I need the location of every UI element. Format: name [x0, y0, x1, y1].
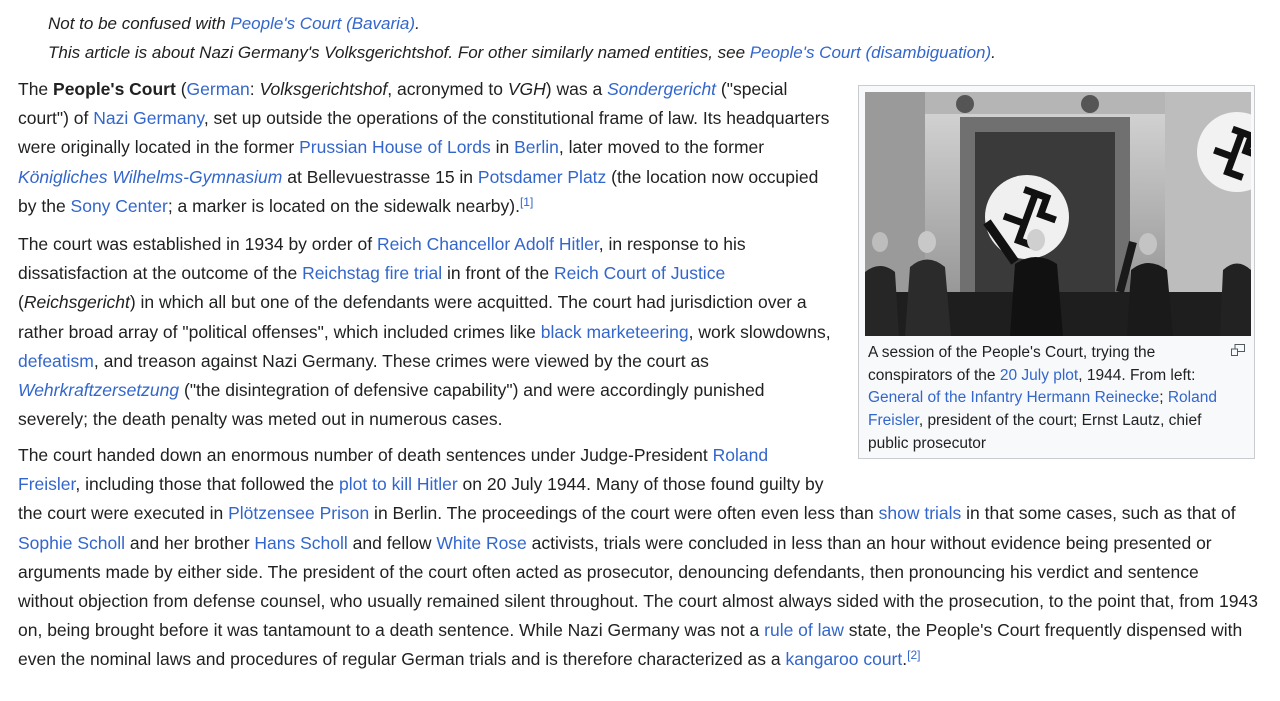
- link-20-july-plot[interactable]: 20 July plot: [999, 366, 1079, 384]
- hatnote-text: Not to be confused with: [48, 14, 231, 33]
- hatnote-text: .: [415, 14, 420, 33]
- figure-caption: A session of the People's Court, trying the conspirators of the 20 July plot, 1944. From left: General of the Infantry Hermann Reinecke; Roland Freisler, president of the court; Ernst Lautz, chief public prosecutor: [868, 344, 1217, 452]
- article-subject: People's Court: [53, 79, 176, 99]
- link-reichstag-fire-trial[interactable]: Reichstag fire trial: [302, 263, 443, 284]
- link-wilhelms-gymnasium[interactable]: Königliches Wilhelms-Gymnasium: [18, 166, 283, 187]
- link-adolf-hitler[interactable]: Adolf Hitler: [514, 234, 599, 254]
- link-wehrkraftzersetzung[interactable]: Wehrkraftzersetzung: [18, 380, 180, 401]
- link-hans-scholl[interactable]: Hans Scholl: [254, 532, 348, 553]
- court-session-photo[interactable]: [865, 92, 1251, 336]
- hatnote-disambiguation: [48, 43, 996, 63]
- citation-1[interactable]: [1]: [519, 194, 534, 209]
- link-show-trials[interactable]: show trials: [878, 503, 962, 524]
- link-white-rose[interactable]: White Rose: [436, 532, 527, 553]
- paragraph-intro: The People's Court (German: Volksgerichtshof, acronymed to VGH) was a Sondergericht ("special court") of Nazi Germany, set up outside the operations of the constitutional frame of law. Its headquarters were originally located in the former Prussian House of Lords in Berlin, later moved to the former Königliches Wilhelms-Gymnasium at Bellevuestrasse 15 in Potsdamer Platz (the location now occupied by the Sony Center; a marker is located on the sidewalk nearby).[1]: [18, 79, 830, 216]
- paragraph-establishment: The court was established in 1934 by order of Reich Chancellor Adolf Hitler, in response to his dissatisfaction at the outcome of the Reichstag fire trial in front of the Reich Court of Justice (Reichsgericht) in which all but one of the defendants were acquitted. The court had jurisdiction over a rather broad array of "political offenses", which included crimes like black marketeering, work slowdowns, defeatism, and treason against Nazi Germany. These crimes were viewed by the court as Wehrkraftzersetzung ("the disintegration of defensive capability") and were accordingly punished severely; the death penalty was meted out in numerous cases.: [18, 234, 831, 430]
- link-prussian-house-of-lords[interactable]: Prussian House of Lords: [299, 137, 491, 158]
- link-berlin[interactable]: Berlin: [514, 137, 559, 158]
- citation-2[interactable]: [2]: [907, 648, 921, 663]
- figure-thumbnail: [858, 85, 1255, 459]
- term-vgh: VGH: [507, 79, 546, 99]
- hatnote-text: .: [991, 43, 996, 62]
- link-plot-to-kill-hitler[interactable]: plot to kill Hitler: [339, 474, 458, 495]
- link-roland-freisler[interactable]: Roland Freisler: [18, 445, 769, 495]
- link-sony-center[interactable]: Sony Center: [70, 195, 168, 216]
- link-german[interactable]: German: [186, 79, 250, 99]
- link-caption-roland-freisler[interactable]: Roland Freisler: [868, 389, 1217, 430]
- link-plotzensee-prison[interactable]: Plötzensee Prison: [228, 503, 370, 524]
- link-kangaroo-court[interactable]: kangaroo court: [785, 649, 903, 670]
- link-sophie-scholl[interactable]: Sophie Scholl: [18, 532, 126, 553]
- paragraph-sentences: The court handed down an enormous number of death sentences under Judge-President Roland Freisler, including those that followed the plot to kill Hitler on 20 July 1944. Many of those found guilty by the court were executed in Plötzensee Prison in Berlin. The proceedings of the court were often even less than show trials in that some cases, such as that of Sophie Scholl and her brother Hans Scholl and fellow White Rose activists, trials were concluded in less than an hour without evidence being presented or arguments made by either side. The president of the court often acted as prosecutor, denouncing defendants, then pronouncing his verdict and sentence without objection from defense counsel, who usually remained silent throughout. The court almost always sided with the prosecution, to the point that, from 1943 on, being brought before it was tantamount to a death sentence. While Nazi Germany was not a rule of law state, the People's Court frequently dispensed with even the nominal laws and procedures of regular German trials and is therefore characterized as a kangaroo court.[2]: [18, 441, 1258, 675]
- term-volksgerichtshof: Volksgerichtshof: [259, 79, 388, 99]
- link-reich-chancellor[interactable]: Reich Chancellor: [376, 234, 511, 254]
- link-rule-of-law[interactable]: rule of law: [764, 620, 844, 641]
- link-hermann-reinecke[interactable]: General of the Infantry Hermann Reinecke: [868, 389, 1160, 407]
- link-black-marketeering[interactable]: black marketeering: [540, 321, 689, 342]
- term-reichsgericht: Reichsgericht: [23, 292, 130, 313]
- link-disambiguation[interactable]: People's Court (disambiguation): [749, 43, 992, 62]
- link-defeatism[interactable]: defeatism: [18, 350, 94, 371]
- link-reich-court-of-justice[interactable]: Reich Court of Justice: [554, 263, 726, 284]
- link-nazi-germany[interactable]: Nazi Germany: [93, 108, 204, 129]
- link-potsdamer-platz[interactable]: Potsdamer Platz: [477, 166, 607, 187]
- hatnote-bavaria: [48, 14, 420, 34]
- hatnote-text: This article is about Nazi Germany's Volksgerichtshof. For other similarly named entities, see: [48, 43, 750, 62]
- link-sondergericht[interactable]: Sondergericht: [607, 79, 717, 99]
- link-peoples-court-bavaria[interactable]: People's Court (Bavaria): [230, 14, 416, 33]
